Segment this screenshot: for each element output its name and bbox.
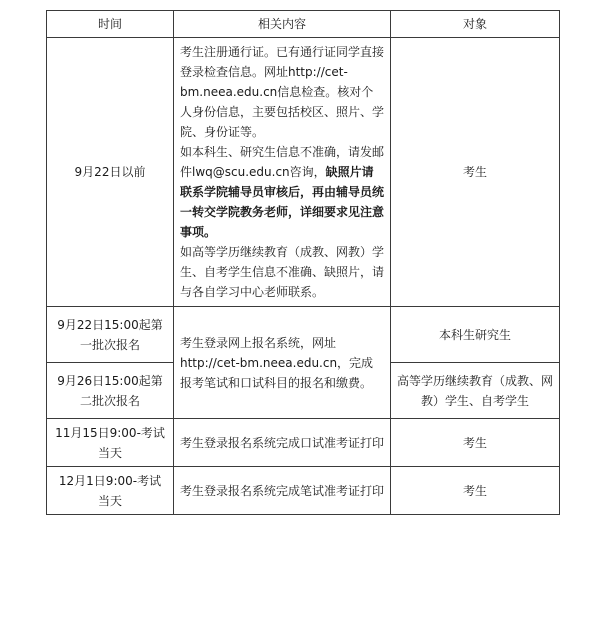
table-row: [47, 307, 560, 363]
content-cell: 考生登录网上报名系统，网址http://cet-bm.neea.edu.cn，完成报考笔试和口试科目的报名和缴费。: [174, 307, 391, 419]
time-cell: 9月26日15:00起第二批次报名: [47, 363, 174, 419]
header-target: 对象: [391, 11, 560, 38]
time-cell: 9月22日15:00起第一批次报名: [47, 307, 174, 363]
target-cell: 考生: [391, 38, 560, 307]
content-paragraph: 如高等学历继续教育（成教、网教）学生、自考学生信息不准确、缺照片，请与各自学习中心老师联系。: [180, 245, 385, 299]
target-cell: 高等学历继续教育（成教、网教）学生、自考学生: [391, 363, 560, 419]
content-cell: [174, 38, 391, 307]
time-cell: 12月1日9:00-考试当天: [47, 467, 174, 515]
time-cell: 9月22日以前: [47, 38, 174, 307]
header-time: 时间: [47, 11, 174, 38]
content-paragraph: [180, 142, 384, 242]
content-cell: 考生登录报名系统完成口试准考证打印: [174, 419, 391, 467]
target-cell: 本科生研究生: [391, 307, 560, 363]
header-content: 相关内容: [174, 11, 391, 38]
content-text: 如本科生、研究生信息不准确，请发邮件lwq@scu.edu.cn咨询，: [180, 145, 385, 179]
table-row: [47, 38, 560, 307]
target-cell: 考生: [391, 467, 560, 515]
content-cell: 考生登录报名系统完成笔试准考证打印: [174, 467, 391, 515]
table-row: [47, 467, 560, 515]
table-row: [47, 419, 560, 467]
time-cell: 11月15日9:00-考试当天: [47, 419, 174, 467]
content-paragraph: 考生注册通行证。已有通行证同学直接登录检查信息。网址http://cet-bm.neea.edu.cn信息检查。核对个人身份信息，主要包括校区、照片、学院、身份证等。: [180, 45, 385, 139]
content-bold-text: 缺照片请联系学院辅导员审核后，再由辅导员统一转交学院教务老师，详细要求见注意事项。: [180, 165, 385, 239]
schedule-table: [46, 10, 560, 515]
table-header-row: [47, 11, 560, 38]
target-cell: 考生: [391, 419, 560, 467]
